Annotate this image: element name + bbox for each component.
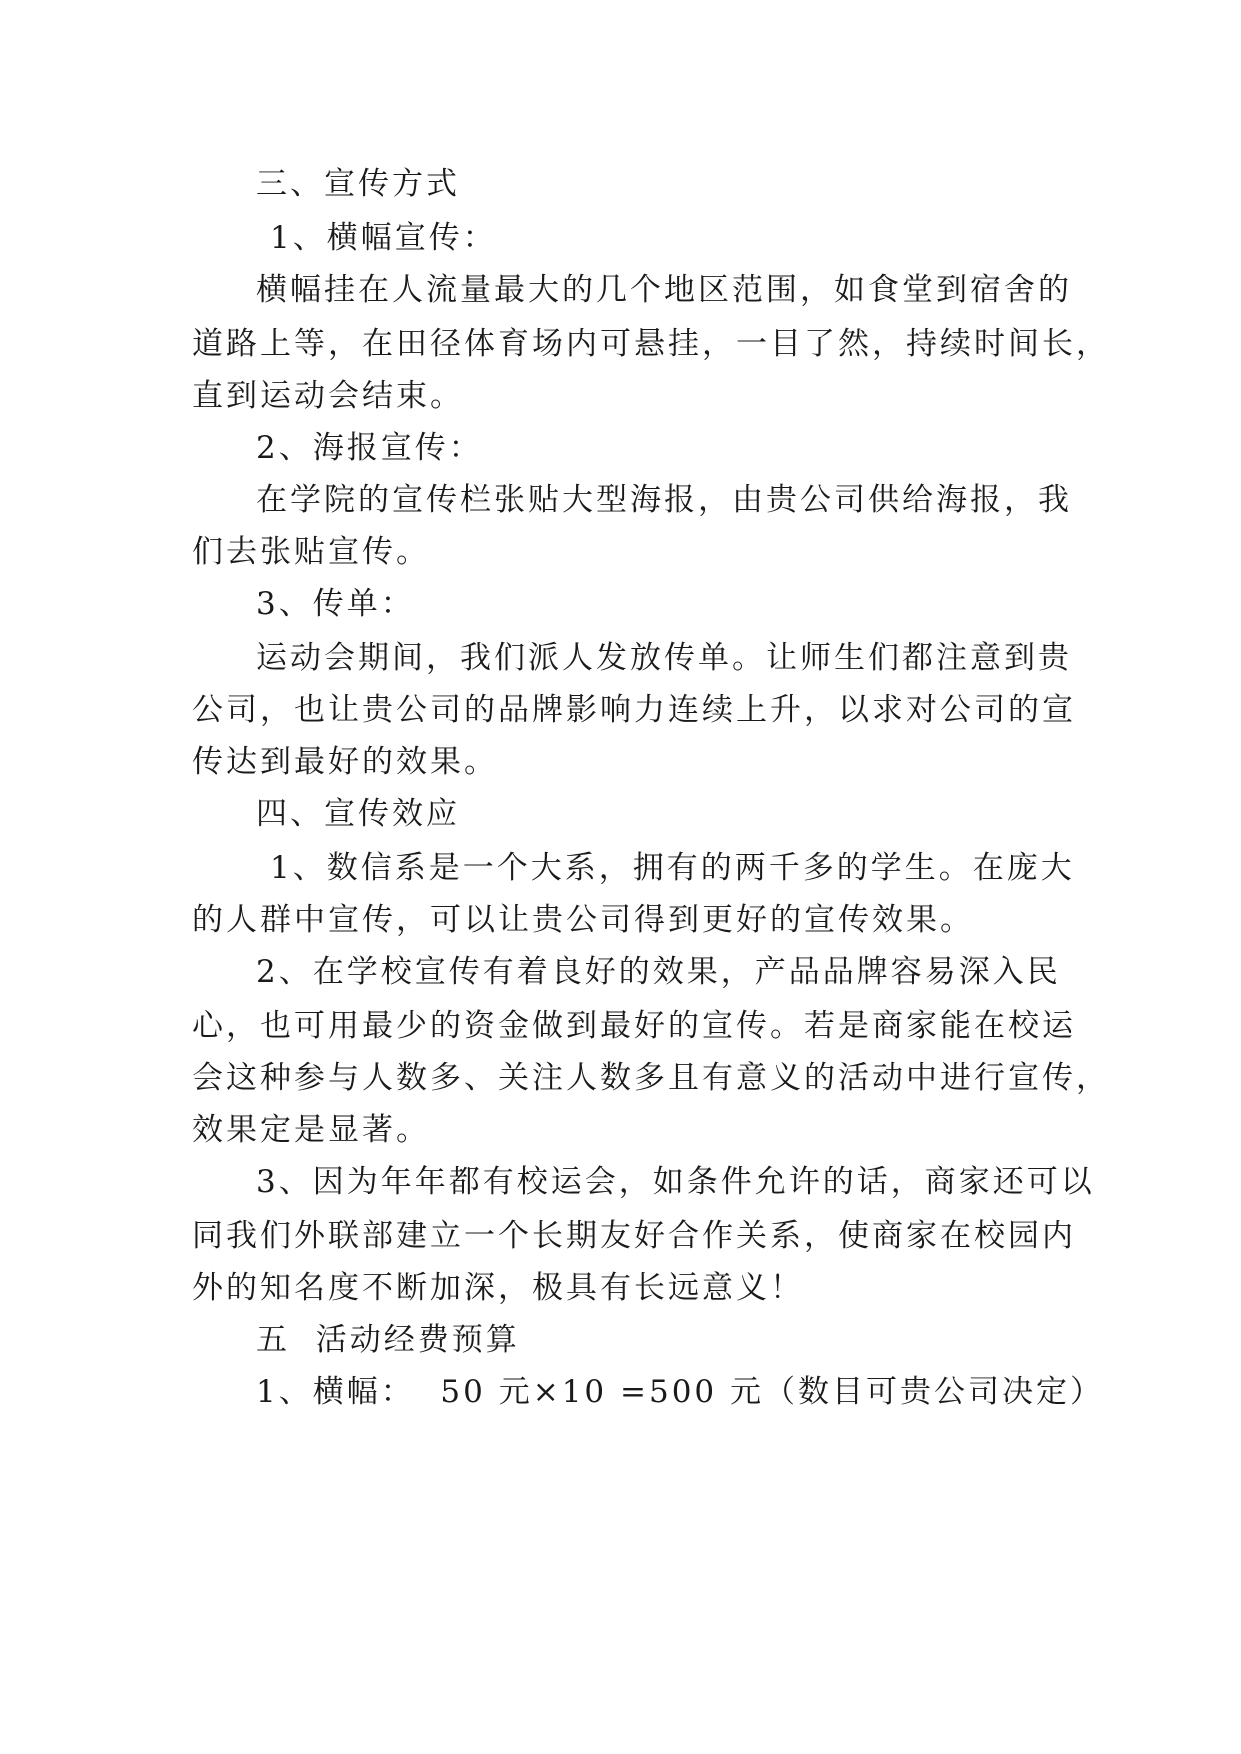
section-heading-3: 三、宣传方式	[256, 166, 460, 202]
subheading-banner: 1、横幅宣传：	[270, 220, 497, 256]
section-heading-4: 四、宣传效应	[256, 796, 460, 832]
budget-line-banner: 1、横幅： 50 元×10 =500 元（数目可贵公司决定）	[256, 1374, 1105, 1410]
paragraph-line: 们去张贴宣传。	[192, 534, 430, 570]
subheading-flyer: 3、传单：	[256, 586, 415, 622]
paragraph-line: 2、在学校宣传有着良好的效果，产品品牌容易深入民	[256, 954, 1061, 990]
paragraph-line: 直到运动会结束。	[192, 378, 464, 414]
paragraph-line: 心，也可用最少的资金做到最好的宣传。若是商家能在校运	[192, 1008, 1076, 1044]
paragraph-line: 在学院的宣传栏张贴大型海报，由贵公司供给海报，我	[256, 482, 1072, 518]
paragraph-line: 运动会期间，我们派人发放传单。让师生们都注意到贵	[256, 640, 1072, 676]
paragraph-line: 道路上等，在田径体育场内可悬挂，一目了然，持续时间长，	[192, 326, 1110, 362]
paragraph-line: 横幅挂在人流量最大的几个地区范围，如食堂到宿舍的	[256, 272, 1072, 308]
paragraph-line: 同我们外联部建立一个长期友好合作关系，使商家在校园内	[192, 1218, 1076, 1254]
paragraph-line: 1、数信系是一个大系，拥有的两千多的学生。在庞大	[270, 850, 1075, 886]
paragraph-line: 传达到最好的效果。	[192, 744, 498, 780]
paragraph-line: 3、因为年年都有校运会，如条件允许的话，商家还可以	[256, 1164, 1095, 1200]
section-heading-5: 五 活动经费预算	[256, 1322, 520, 1358]
paragraph-line: 公司，也让贵公司的品牌影响力连续上升，以求对公司的宣	[192, 692, 1076, 728]
paragraph-line: 外的知名度不断加深，极具有长远意义！	[192, 1270, 804, 1306]
paragraph-line: 会这种参与人数多、关注人数多且有意义的活动中进行宣传，	[192, 1060, 1110, 1096]
paragraph-line: 效果定是显著。	[192, 1112, 430, 1148]
paragraph-line: 的人群中宣传，可以让贵公司得到更好的宣传效果。	[192, 902, 974, 938]
subheading-poster: 2、海报宣传：	[256, 430, 483, 466]
